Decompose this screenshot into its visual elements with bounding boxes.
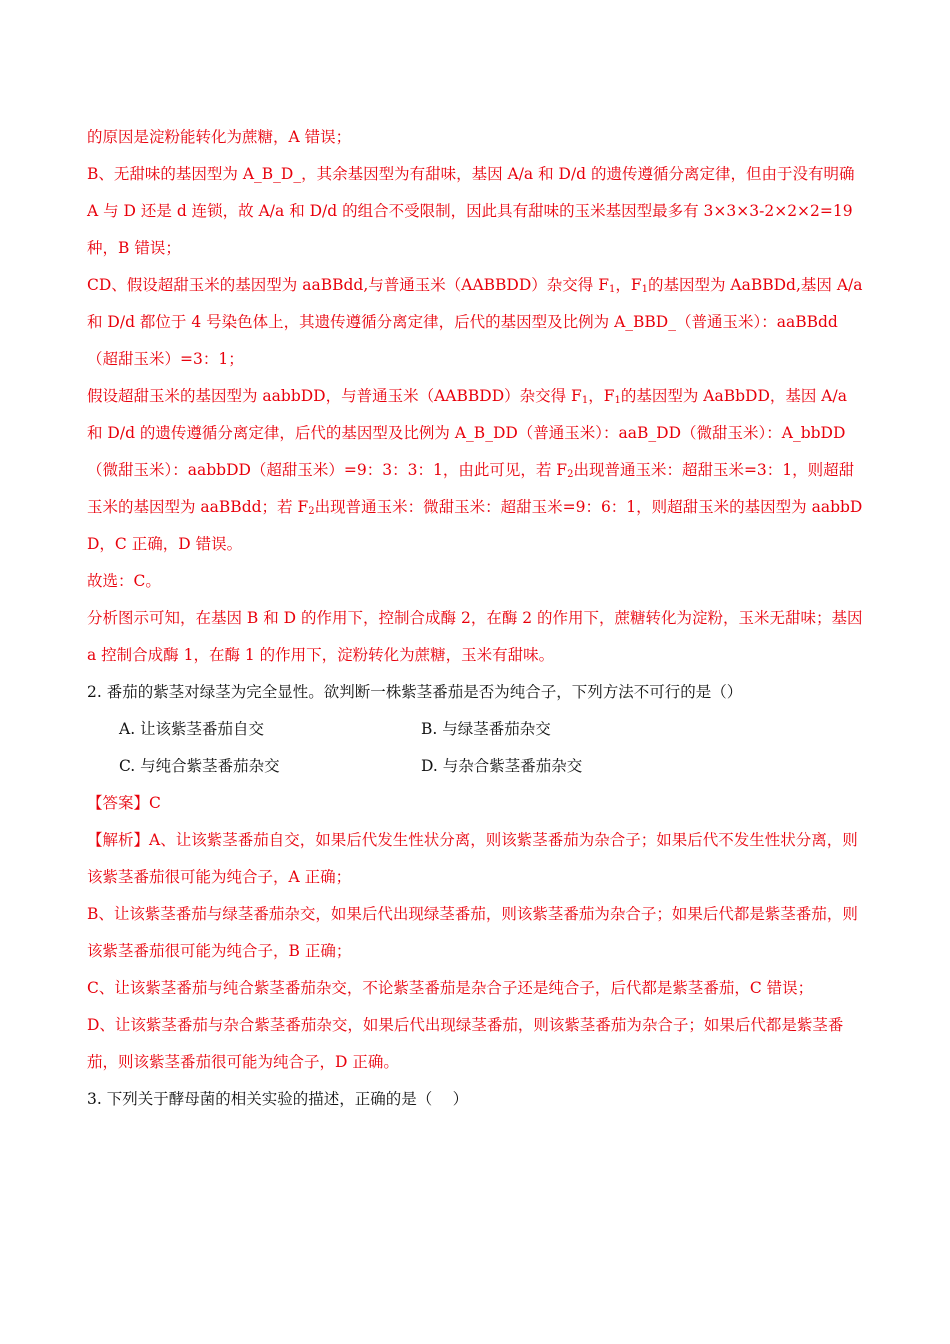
q2-options-row-2 [87, 748, 867, 785]
subscript: 1 [608, 284, 616, 295]
q1-summary: 分析图示可知，在基因 B 和 D 的作用下，控制合成酶 2，在酶 2 的作用下，蔗糖转化为淀粉，玉米无甜味；基因 a 控制合成酶 1，在酶 1 的作用下，淀粉转化为蔗糖，玉米有甜味。 [87, 609, 863, 664]
text-segment: CD、假设超甜玉米的基因型为 aaBBdd,与普通玉米（AABBDD）杂交得 F [87, 276, 609, 294]
text-segment: A、让该紫茎番茄自交，如果后代发生性状分离，则该紫茎番茄为杂合子；如果后代不发生性状分离，则该紫茎番茄很可能为纯合子，A 正确； [87, 831, 858, 886]
analysis-label: 【解析】 [87, 831, 150, 849]
q3-stem: 3. 下列关于酵母菌的相关实验的描述，正确的是（ ） [87, 1090, 469, 1108]
answer-label: 【答案】 [87, 794, 150, 812]
text-segment: ，F [588, 387, 615, 405]
subscript: 2 [308, 506, 315, 517]
subscript: 1 [641, 284, 648, 295]
q2-analysis-d: D、让该紫茎番茄与杂合紫茎番茄杂交，如果后代出现绿茎番茄，则该紫茎番茄为杂合子；如果后代都是紫茎番茄，则该紫茎番茄很可能为纯合子，D 正确。 [87, 1016, 844, 1071]
subscript: 1 [581, 395, 589, 406]
text-segment: 的基因型为 AaBBDd,基因 A/a 和 D/d 都位于 4 号染色体上，其遗传遵循分离定律，后代的基因型及比例为 A_BBD_（普通玉米）：aaBBdd（超甜玉米）=3：1； [87, 276, 863, 368]
q1-analysis-option-cd-case2 [87, 378, 867, 563]
q2-option-d: D. 与杂合紫茎番茄杂交 [421, 757, 583, 775]
text-segment: 的基因型为 AaBbDD，基因 A/a 和 D/d 的遗传遵循分离定律，后代的基因型及比例为 A_B_DD（普通玉米）：aaB_DD（微甜玉米）：A_bbDD（微甜玉米）：aabbDD（超甜玉米）=9：3：3：1，由此可见，若 F [87, 387, 847, 479]
q1-choose-line: 故选：C。 [87, 572, 161, 590]
q2-options-row-1 [87, 711, 867, 748]
text-segment: ，F [615, 276, 642, 294]
q2-answer [87, 785, 867, 822]
q1-analysis-option-cd-case1 [87, 267, 867, 378]
q2-option-c: C. 与纯合紫茎番茄杂交 [119, 757, 280, 775]
subscript: 1 [614, 395, 621, 406]
text-segment: 出现普通玉米：超甜玉米=3：1，则超甜玉米的基因型为 aaBBdd；若 F [87, 461, 855, 516]
answer-value: C [149, 794, 161, 812]
q2-option-b: B. 与绿茎番茄杂交 [421, 720, 551, 738]
q2-analysis-c: C、让该紫茎番茄与纯合紫茎番茄杂交，不论紫茎番茄是杂合子还是纯合子，后代都是紫茎番茄，C 错误； [87, 979, 814, 997]
q2-analysis-b: B、让该紫茎番茄与绿茎番茄杂交，如果后代出现绿茎番茄，则该紫茎番茄为杂合子；如果后代都是紫茎番茄，则该紫茎番茄很可能为纯合子，B 正确； [87, 905, 858, 960]
q1-analysis-line-a: 的原因是淀粉能转化为蔗糖，A 错误； [87, 128, 352, 146]
q2-option-a: A. 让该紫茎番茄自交 [119, 720, 265, 738]
q1-analysis-option-b: B、无甜味的基因型为 A_B_D_，其余基因型为有甜味，基因 A/a 和 D/d 的遗传遵循分离定律，但由于没有明确 A 与 D 还是 d 连锁，故 A/a 和 D/d 的组合不受限制，因此具有甜味的玉米基因型最多有 3×3×3-2×2×2=19 种，B 错误； [87, 165, 855, 257]
page-content [87, 119, 867, 1118]
subscript: 2 [567, 469, 574, 480]
text-segment: 出现普通玉米：微甜玉米：超甜玉米=9：6：1，则超甜玉米的基因型为 aabbDD，C 正确，D 错误。 [87, 498, 863, 553]
q2-analysis-a [87, 822, 867, 896]
text-segment: 假设超甜玉米的基因型为 aabbDD，与普通玉米（AABBDD）杂交得 F [87, 387, 582, 405]
q2-stem: 2. 番茄的紫茎对绿茎为完全显性。欲判断一株紫茎番茄是否为纯合子，下列方法不可行的是（） [87, 683, 743, 701]
